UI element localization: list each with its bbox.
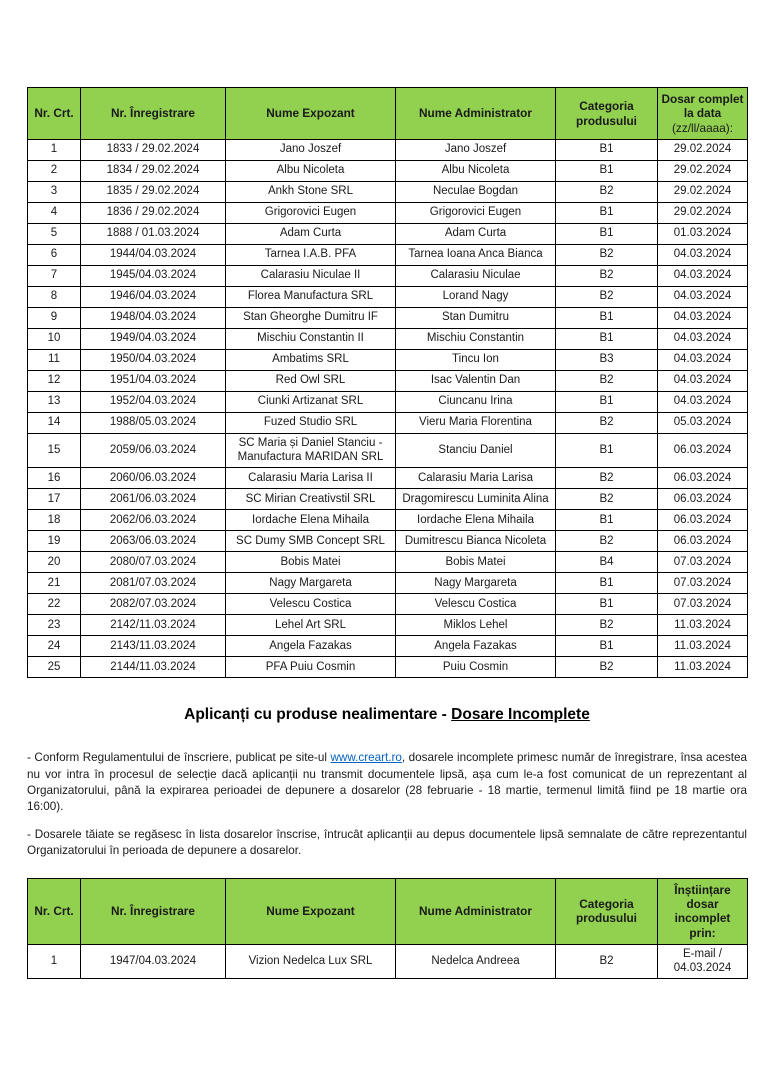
table-cell: 2144/11.03.2024 xyxy=(81,657,226,678)
document-content xyxy=(27,87,747,979)
table-cell: 4 xyxy=(28,203,81,224)
table-cell: B1 xyxy=(556,510,658,531)
table-cell: Nagy Margareta xyxy=(396,573,556,594)
header-nr-inregistrare: Nr. Înregistrare xyxy=(81,878,226,945)
section-heading-underlined: Dosare Incomplete xyxy=(451,706,590,724)
table-cell: Lehel Art SRL xyxy=(226,615,396,636)
table-row xyxy=(28,945,748,979)
table-cell: 07.03.2024 xyxy=(658,552,748,573)
table-cell: Red Owl SRL xyxy=(226,371,396,392)
table-row xyxy=(28,636,748,657)
table-cell: 1944/04.03.2024 xyxy=(81,245,226,266)
header-categoria-produsului: Categoria produsului xyxy=(556,88,658,140)
table-cell: Miklos Lehel xyxy=(396,615,556,636)
table-row xyxy=(28,266,748,287)
table-cell: B1 xyxy=(556,203,658,224)
table-cell: B1 xyxy=(556,224,658,245)
table-cell: Nagy Margareta xyxy=(226,573,396,594)
table-row xyxy=(28,468,748,489)
table-cell: 04.03.2024 xyxy=(658,329,748,350)
table-cell: 1 xyxy=(28,945,81,979)
table-cell: 24 xyxy=(28,636,81,657)
table-cell: B2 xyxy=(556,413,658,434)
table-cell: Mischiu Constantin II xyxy=(226,329,396,350)
header-nr-crt: Nr. Crt. xyxy=(28,878,81,945)
table-cell: 1836 / 29.02.2024 xyxy=(81,203,226,224)
registered-applicants-table xyxy=(27,87,748,678)
table-cell: Velescu Costica xyxy=(226,594,396,615)
table-cell: Tincu Ion xyxy=(396,350,556,371)
table-cell: B1 xyxy=(556,329,658,350)
table-cell: 29.02.2024 xyxy=(658,161,748,182)
table-cell: 06.03.2024 xyxy=(658,531,748,552)
table-cell: 22 xyxy=(28,594,81,615)
table-cell: Tarnea I.A.B. PFA xyxy=(226,245,396,266)
table-cell: 2059/06.03.2024 xyxy=(81,434,226,468)
table-cell: B2 xyxy=(556,489,658,510)
table-cell: 04.03.2024 xyxy=(658,287,748,308)
paragraph-crossed-files: - Dosarele tăiate se regăsesc în lista dosarelor înscrise, întrucât aplicanții au depus documentele lipsă semnalate de către reprezentantul Organizatorului în perioada de depunere a dosarelor. xyxy=(27,827,747,858)
table-cell: Vizion Nedelca Lux SRL xyxy=(226,945,396,979)
header-dosar-complet-bold: Dosar complet la data xyxy=(661,92,744,121)
table-cell: Ankh Stone SRL xyxy=(226,182,396,203)
table-cell: 7 xyxy=(28,266,81,287)
table-row xyxy=(28,392,748,413)
table-cell: 1951/04.03.2024 xyxy=(81,371,226,392)
table-cell: 2063/06.03.2024 xyxy=(81,531,226,552)
table-cell: 06.03.2024 xyxy=(658,489,748,510)
table-cell: 2142/11.03.2024 xyxy=(81,615,226,636)
table-cell: B1 xyxy=(556,636,658,657)
table-cell: 04.03.2024 xyxy=(658,266,748,287)
table-cell: 2081/07.03.2024 xyxy=(81,573,226,594)
incomplete-files-table xyxy=(27,878,748,980)
table-row xyxy=(28,350,748,371)
table-cell: Calarasiu Maria Larisa xyxy=(396,468,556,489)
table-cell: Calarasiu Niculae II xyxy=(226,266,396,287)
table-row xyxy=(28,594,748,615)
table-cell: SC Maria și Daniel Stanciu - Manufactura MARIDAN SRL xyxy=(226,434,396,468)
table-cell: 04.03.2024 xyxy=(658,350,748,371)
table-cell: Iordache Elena Mihaila xyxy=(226,510,396,531)
header-dosar-complet xyxy=(658,88,748,140)
table-cell: 1888 / 01.03.2024 xyxy=(81,224,226,245)
table-cell: Nedelca Andreea xyxy=(396,945,556,979)
table-cell: SC Mirian Creativstil SRL xyxy=(226,489,396,510)
creart-link[interactable]: www.creart.ro xyxy=(330,751,402,765)
table-cell: 2 xyxy=(28,161,81,182)
table-cell: Vieru Maria Florentina xyxy=(396,413,556,434)
table-cell: Bobis Matei xyxy=(396,552,556,573)
table-cell: B1 xyxy=(556,434,658,468)
table-cell: Fuzed Studio SRL xyxy=(226,413,396,434)
table-row xyxy=(28,329,748,350)
table-cell: B2 xyxy=(556,182,658,203)
table-cell: 11.03.2024 xyxy=(658,636,748,657)
table-cell: B2 xyxy=(556,266,658,287)
table-cell: Ciuncanu Irina xyxy=(396,392,556,413)
table-cell: 1946/04.03.2024 xyxy=(81,287,226,308)
table-cell: B4 xyxy=(556,552,658,573)
table-cell: 2062/06.03.2024 xyxy=(81,510,226,531)
table-cell: 1947/04.03.2024 xyxy=(81,945,226,979)
table-row xyxy=(28,510,748,531)
table-cell: 5 xyxy=(28,224,81,245)
table-cell: B1 xyxy=(556,573,658,594)
table-cell: B2 xyxy=(556,615,658,636)
table-cell: 2082/07.03.2024 xyxy=(81,594,226,615)
table-row xyxy=(28,245,748,266)
table-cell: Angela Fazakas xyxy=(396,636,556,657)
table-header-row xyxy=(28,88,748,140)
table-cell: 12 xyxy=(28,371,81,392)
table-cell: B1 xyxy=(556,308,658,329)
header-nume-administrator: Nume Administrator xyxy=(396,878,556,945)
header-nr-inregistrare: Nr. Înregistrare xyxy=(81,88,226,140)
table-cell: B1 xyxy=(556,140,658,161)
table-cell: 25 xyxy=(28,657,81,678)
table-cell: 10 xyxy=(28,329,81,350)
table-cell: 6 xyxy=(28,245,81,266)
table-cell: B2 xyxy=(556,657,658,678)
table-cell: Lorand Nagy xyxy=(396,287,556,308)
table-cell: 1833 / 29.02.2024 xyxy=(81,140,226,161)
table-cell: 11.03.2024 xyxy=(658,615,748,636)
table-cell: Grigorovici Eugen xyxy=(226,203,396,224)
table-cell: E-mail / 04.03.2024 xyxy=(658,945,748,979)
table-row xyxy=(28,552,748,573)
table-row xyxy=(28,182,748,203)
table-cell: 06.03.2024 xyxy=(658,510,748,531)
table-cell: B1 xyxy=(556,594,658,615)
section-heading xyxy=(27,706,747,724)
table-header-row xyxy=(28,878,748,945)
table-cell: 1949/04.03.2024 xyxy=(81,329,226,350)
table-cell: 17 xyxy=(28,489,81,510)
table-cell: Mischiu Constantin xyxy=(396,329,556,350)
table-row xyxy=(28,287,748,308)
table-cell: 1988/05.03.2024 xyxy=(81,413,226,434)
table-cell: 21 xyxy=(28,573,81,594)
table-cell: 3 xyxy=(28,182,81,203)
table-row xyxy=(28,489,748,510)
table-row xyxy=(28,203,748,224)
header-dosar-complet-format: (zz/ll/aaaa): xyxy=(672,120,733,135)
table-cell: 04.03.2024 xyxy=(658,371,748,392)
table-cell: 19 xyxy=(28,531,81,552)
table-row xyxy=(28,573,748,594)
header-nr-crt: Nr. Crt. xyxy=(28,88,81,140)
table-cell: B1 xyxy=(556,392,658,413)
table-cell: B2 xyxy=(556,531,658,552)
table-cell: 04.03.2024 xyxy=(658,245,748,266)
header-categoria-produsului: Categoria produsului xyxy=(556,878,658,945)
table-cell: Neculae Bogdan xyxy=(396,182,556,203)
table-row xyxy=(28,413,748,434)
table-cell: 1 xyxy=(28,140,81,161)
table-cell: 2143/11.03.2024 xyxy=(81,636,226,657)
paragraph-regulation-after: , dosarele incomplete primesc număr de înregistrare, însa acestea nu vor intra în procesul de selecție dacă aplicanții nu transmit documentele lipsă, așa cum le-a fost comunicat de un reprezentant al Organizatorului, până la expirarea perioadei de depunere a dosarelor (28 februarie - 18 martie, termenul limită fiind pe 18 martie ora 16:00). xyxy=(27,751,747,814)
table-row xyxy=(28,161,748,182)
table-cell: B2 xyxy=(556,371,658,392)
table-cell: 1952/04.03.2024 xyxy=(81,392,226,413)
table-row xyxy=(28,531,748,552)
table-cell: 06.03.2024 xyxy=(658,468,748,489)
table-cell: Bobis Matei xyxy=(226,552,396,573)
table-cell: Grigorovici Eugen xyxy=(396,203,556,224)
table-cell: 14 xyxy=(28,413,81,434)
table-cell: Dumitrescu Bianca Nicoleta xyxy=(396,531,556,552)
table-cell: Jano Joszef xyxy=(226,140,396,161)
table-cell: B1 xyxy=(556,161,658,182)
table-cell: 1948/04.03.2024 xyxy=(81,308,226,329)
table-row xyxy=(28,224,748,245)
table-cell: PFA Puiu Cosmin xyxy=(226,657,396,678)
table-cell: Ambatims SRL xyxy=(226,350,396,371)
table-cell: Calarasiu Niculae xyxy=(396,266,556,287)
section-heading-prefix: Aplicanți cu produse nealimentare - xyxy=(184,706,452,724)
table-cell: 20 xyxy=(28,552,81,573)
table-cell: Adam Curta xyxy=(226,224,396,245)
header-nume-administrator: Nume Administrator xyxy=(396,88,556,140)
table-cell: 13 xyxy=(28,392,81,413)
table-cell: Tarnea Ioana Anca Bianca xyxy=(396,245,556,266)
table-cell: 29.02.2024 xyxy=(658,203,748,224)
table-cell: Velescu Costica xyxy=(396,594,556,615)
table-cell: SC Dumy SMB Concept SRL xyxy=(226,531,396,552)
table-cell: 04.03.2024 xyxy=(658,392,748,413)
table-cell: Jano Joszef xyxy=(396,140,556,161)
table-cell: 29.02.2024 xyxy=(658,140,748,161)
table-cell: Stan Dumitru xyxy=(396,308,556,329)
table-cell: Stan Gheorghe Dumitru IF xyxy=(226,308,396,329)
table-cell: 07.03.2024 xyxy=(658,573,748,594)
table-cell: 15 xyxy=(28,434,81,468)
table-row xyxy=(28,140,748,161)
table-cell: 18 xyxy=(28,510,81,531)
table-row xyxy=(28,615,748,636)
table-cell: Dragomirescu Luminita Alina xyxy=(396,489,556,510)
paragraph-regulation-before: - Conform Regulamentului de înscriere, publicat pe site-ul xyxy=(27,751,331,765)
table-row xyxy=(28,371,748,392)
table-cell: Angela Fazakas xyxy=(226,636,396,657)
table-cell: 9 xyxy=(28,308,81,329)
table-cell: Florea Manufactura SRL xyxy=(226,287,396,308)
table-cell: Calarasiu Maria Larisa II xyxy=(226,468,396,489)
table-cell: 2061/06.03.2024 xyxy=(81,489,226,510)
table-cell: 11.03.2024 xyxy=(658,657,748,678)
table-cell: 04.03.2024 xyxy=(658,308,748,329)
table-cell: Puiu Cosmin xyxy=(396,657,556,678)
table-cell: Adam Curta xyxy=(396,224,556,245)
table-cell: B2 xyxy=(556,245,658,266)
table-cell: 1945/04.03.2024 xyxy=(81,266,226,287)
table-cell: 11 xyxy=(28,350,81,371)
table-row xyxy=(28,308,748,329)
table-cell: Ciunki Artizanat SRL xyxy=(226,392,396,413)
table-cell: Stanciu Daniel xyxy=(396,434,556,468)
table-cell: 05.03.2024 xyxy=(658,413,748,434)
table-cell: 1835 / 29.02.2024 xyxy=(81,182,226,203)
table-cell: 01.03.2024 xyxy=(658,224,748,245)
table-cell: B2 xyxy=(556,287,658,308)
header-instiintare-dosar: Înștiințare dosar incomplet prin: xyxy=(658,878,748,945)
table-row xyxy=(28,657,748,678)
table-cell: Iordache Elena Mihaila xyxy=(396,510,556,531)
table-cell: Isac Valentin Dan xyxy=(396,371,556,392)
table-cell: Albu Nicoleta xyxy=(396,161,556,182)
table-cell: 8 xyxy=(28,287,81,308)
table-cell: Albu Nicoleta xyxy=(226,161,396,182)
table-cell: 1834 / 29.02.2024 xyxy=(81,161,226,182)
table-cell: 29.02.2024 xyxy=(658,182,748,203)
table-cell: 07.03.2024 xyxy=(658,594,748,615)
table-cell: B2 xyxy=(556,945,658,979)
header-nume-expozant: Nume Expozant xyxy=(226,88,396,140)
table-cell: 06.03.2024 xyxy=(658,434,748,468)
header-nume-expozant: Nume Expozant xyxy=(226,878,396,945)
paragraph-regulation xyxy=(27,750,747,816)
table-cell: 23 xyxy=(28,615,81,636)
table-cell: 2080/07.03.2024 xyxy=(81,552,226,573)
table-row xyxy=(28,434,748,468)
table-cell: B2 xyxy=(556,468,658,489)
table-cell: 1950/04.03.2024 xyxy=(81,350,226,371)
table-cell: 2060/06.03.2024 xyxy=(81,468,226,489)
table-cell: B3 xyxy=(556,350,658,371)
table-cell: 16 xyxy=(28,468,81,489)
